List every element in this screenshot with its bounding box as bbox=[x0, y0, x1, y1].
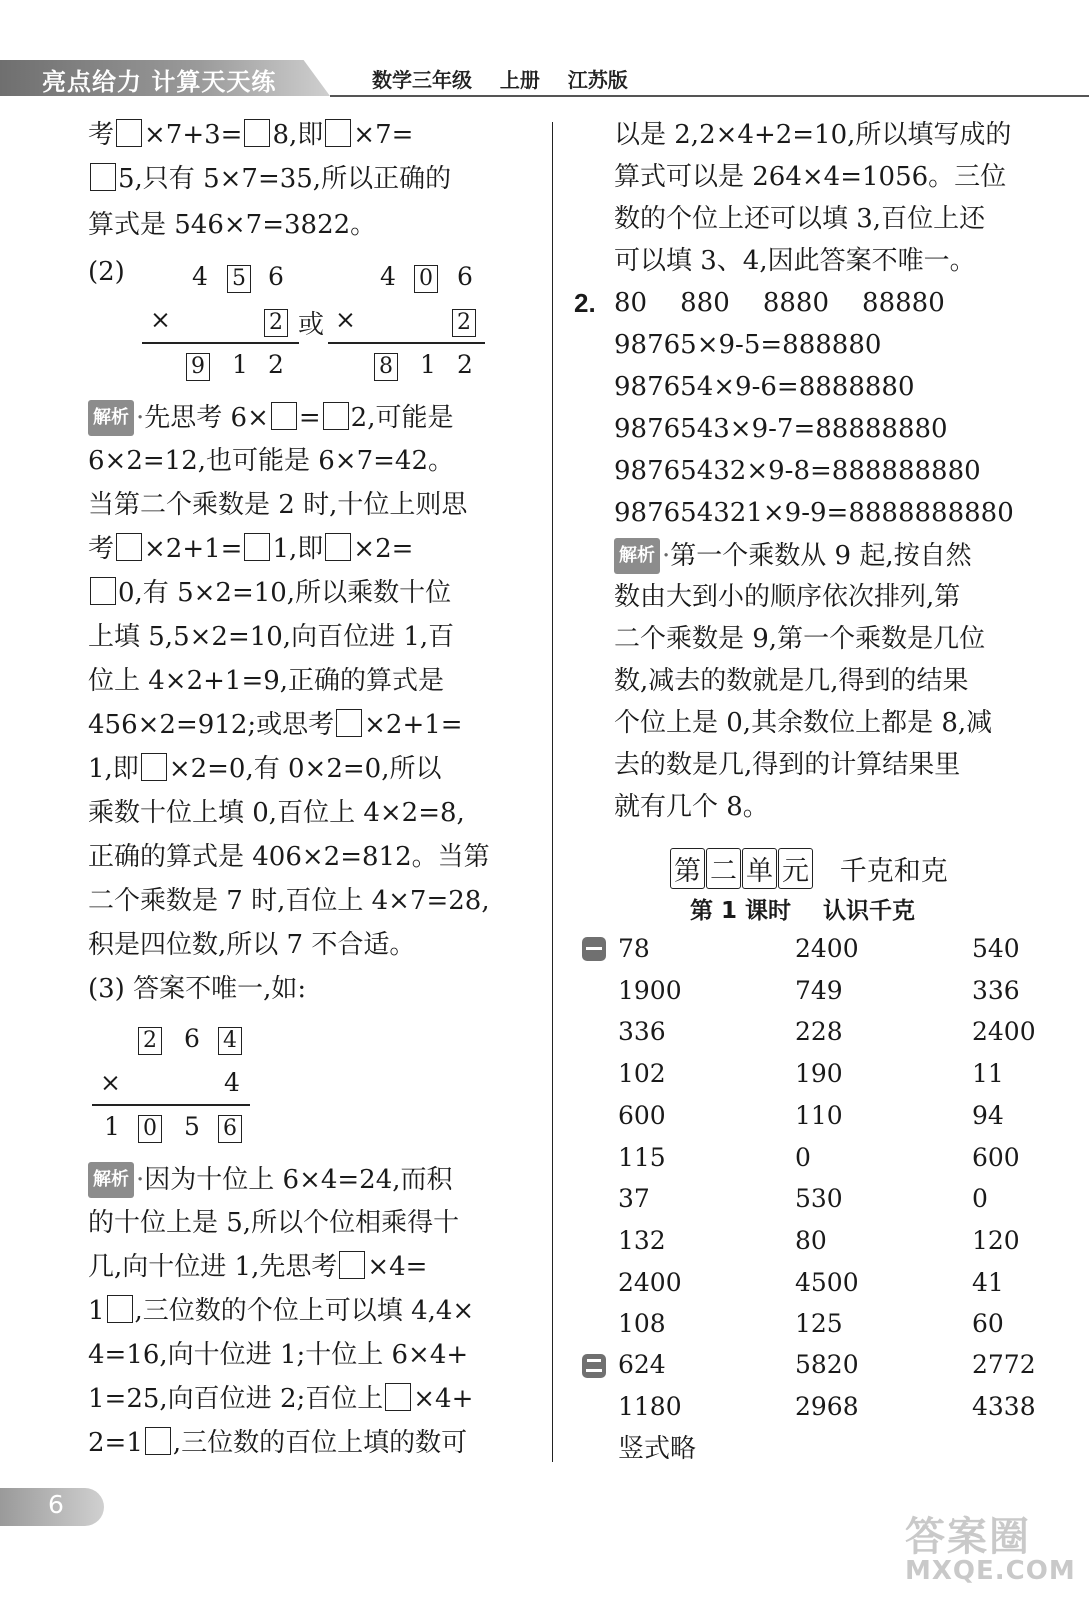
watermark-logo: 答案圈 bbox=[905, 1514, 1031, 1560]
blank-box bbox=[271, 402, 297, 430]
unit-title: 第 二 单 元 千克和克 bbox=[670, 848, 948, 889]
answer-value: 80 bbox=[795, 1225, 827, 1255]
calc-rule bbox=[142, 342, 299, 344]
text-line: 数由大到小的顺序依次排列,第 bbox=[614, 582, 961, 612]
calc-digit: 2 bbox=[268, 350, 284, 379]
answer-value: 190 bbox=[795, 1059, 843, 1089]
text-line: 以是 2,2×4+2=10,所以填写成的 bbox=[614, 120, 1012, 150]
blank-box bbox=[90, 163, 116, 191]
calc-digit: 2 bbox=[452, 306, 476, 337]
blank-box bbox=[107, 1295, 133, 1323]
text-line: 0,有 5×2=10,所以乘数十位 bbox=[88, 576, 451, 610]
blank-box bbox=[325, 533, 351, 561]
text-line: 算式可以是 264×4=1056。三位 bbox=[614, 162, 1007, 192]
answer-value: 120 bbox=[972, 1225, 1020, 1255]
answer-value: 60 bbox=[972, 1309, 1004, 1339]
answer-value: 4338 bbox=[972, 1391, 1036, 1421]
calc-digit: 4 bbox=[218, 1024, 242, 1055]
blank-box bbox=[141, 753, 167, 781]
answer-value: 37 bbox=[618, 1184, 650, 1214]
lesson-title: 第 1 课时 认识千克 bbox=[690, 898, 916, 924]
book-subject: 数学三年级 上册 江苏版 bbox=[372, 68, 628, 92]
text-line: 正确的算式是 406×2=812。当第 bbox=[88, 842, 490, 872]
answer-value: 4500 bbox=[795, 1267, 859, 1297]
answer-value: 110 bbox=[795, 1100, 843, 1130]
multiply-sign: × bbox=[100, 1068, 121, 1097]
calc-digit: 0 bbox=[414, 262, 438, 293]
text-line: 1,即 ×2=0,有 0×2=0,所以 bbox=[88, 754, 442, 784]
text-line: 上填 5,5×2=10,向百位进 1,百 bbox=[88, 622, 455, 652]
calc-digit: 2 bbox=[457, 350, 473, 379]
answer-value: 94 bbox=[972, 1100, 1004, 1130]
text-line: 算式是 546×7=3822。 bbox=[88, 210, 377, 240]
text-line: 积是四位数,所以 7 不合适。 bbox=[88, 930, 416, 960]
text-line: 二个乘数是 9,第一个乘数是几位 bbox=[614, 624, 986, 654]
answer-value: 102 bbox=[618, 1059, 666, 1089]
blank-box bbox=[339, 1251, 365, 1279]
text-line: 5,只有 5×7=35,所以正确的 bbox=[88, 162, 451, 196]
calc-digit: 0 bbox=[138, 1112, 162, 1143]
answer-value: 2968 bbox=[795, 1391, 859, 1421]
answer-value: 540 bbox=[972, 934, 1020, 963]
calc-digit: 6 bbox=[184, 1024, 200, 1053]
analysis-tag: 解析 bbox=[88, 400, 134, 436]
calc-digit: 6 bbox=[457, 262, 473, 291]
blank-box bbox=[244, 119, 270, 147]
answer-value: 2400 bbox=[618, 1267, 682, 1297]
blank-box bbox=[323, 402, 349, 430]
calc-digit: 2 bbox=[264, 306, 288, 337]
blank-box bbox=[325, 119, 351, 147]
answer-value: 1180 bbox=[618, 1391, 682, 1421]
answer-value: 600 bbox=[972, 1142, 1020, 1172]
or-text: 或 bbox=[298, 310, 325, 340]
blank-box bbox=[90, 577, 116, 605]
text-line: 考 ×7+3= 8,即 ×7= bbox=[88, 120, 414, 150]
calc-digit: 6 bbox=[218, 1112, 242, 1143]
text-line: 考 ×2+1= 1,即 ×2= bbox=[88, 534, 414, 564]
text-line: 的十位上是 5,所以个位相乘得十 bbox=[88, 1208, 460, 1238]
calc-digit: 9 bbox=[186, 350, 210, 381]
analysis-line: 解析 ·第一个乘数从 9 起,按自然 bbox=[614, 538, 972, 574]
page-number: 6 bbox=[48, 1490, 64, 1519]
text-line: 2=1 ,三位数的百位上填的数可 bbox=[88, 1428, 468, 1458]
text-line: 位上 4×2+1=9,正确的算式是 bbox=[88, 666, 445, 696]
analysis-line: 解析 ·先思考 6× = 2,可能是 bbox=[88, 400, 453, 436]
answer-line: 987654×9-6=8888880 bbox=[614, 372, 915, 402]
text-line: 1=25,向百位进 2;百位上 ×4+ bbox=[88, 1384, 474, 1414]
text-line: 数,减去的数就是几,得到的结果 bbox=[614, 666, 969, 696]
answer-value: 11 bbox=[972, 1059, 1004, 1089]
text-line: 456×2=912;或思考 ×2+1= bbox=[88, 710, 463, 740]
blank-box bbox=[385, 1383, 411, 1411]
answer-value: 0 bbox=[795, 1142, 811, 1172]
answer-value: 5820 bbox=[795, 1350, 859, 1379]
header-rule bbox=[330, 95, 1089, 97]
answer-value: 2772 bbox=[972, 1350, 1036, 1379]
text-line: 1 ,三位数的个位上可以填 4,4× bbox=[88, 1296, 475, 1326]
blank-box bbox=[116, 533, 142, 561]
answer-value: 2400 bbox=[972, 1017, 1036, 1047]
answer-value: 115 bbox=[618, 1142, 666, 1172]
answer-value: 125 bbox=[795, 1309, 843, 1339]
answer-value: 132 bbox=[618, 1225, 666, 1255]
blank-box bbox=[116, 119, 142, 147]
calc-digit: 6 bbox=[268, 262, 284, 291]
book-series-title: 亮点给力 计算天天练 bbox=[42, 68, 277, 96]
watermark-url: MXQE.COM bbox=[905, 1556, 1076, 1586]
answer-value: 336 bbox=[972, 975, 1020, 1005]
calc-digit: 1 bbox=[232, 350, 248, 379]
blank-box bbox=[336, 709, 362, 737]
calc-digit: 1 bbox=[104, 1112, 120, 1141]
calc-digit: 4 bbox=[192, 262, 208, 291]
blank-box bbox=[244, 533, 270, 561]
analysis-tag: 解析 bbox=[614, 538, 660, 574]
answer-value: 624 bbox=[618, 1350, 666, 1379]
calc-digit: 8 bbox=[374, 350, 398, 381]
answer-value: 0 bbox=[972, 1184, 988, 1214]
section-two-icon bbox=[582, 1354, 606, 1378]
problem-label: (3) 答案不唯一,如: bbox=[88, 974, 307, 1004]
question-number: 2. bbox=[574, 288, 596, 318]
answer-line: 987654321×9-9=8888888880 bbox=[614, 498, 1014, 528]
text-line: 就有几个 8。 bbox=[614, 792, 769, 822]
answer-line: 80 880 8880 88880 bbox=[614, 288, 945, 318]
answer-value: 530 bbox=[795, 1184, 843, 1214]
analysis-line: 解析 ·因为十位上 6×4=24,而积 bbox=[88, 1162, 453, 1198]
text-line: 数的个位上还可以填 3,百位上还 bbox=[614, 204, 986, 234]
calc-digit: 5 bbox=[184, 1112, 200, 1141]
text-line: 6×2=12,也可能是 6×7=42。 bbox=[88, 446, 455, 476]
answer-line: 9876543×9-7=88888880 bbox=[614, 414, 948, 444]
answer-value: 749 bbox=[795, 975, 843, 1005]
text-line: 二个乘数是 7 时,百位上 4×7=28, bbox=[88, 886, 490, 916]
answer-value: 41 bbox=[972, 1267, 1004, 1297]
section-one-icon bbox=[582, 937, 606, 961]
answer-value: 2400 bbox=[795, 934, 859, 963]
problem-label: (2) bbox=[88, 257, 125, 287]
text-line: 当第二个乘数是 2 时,十位上则思 bbox=[88, 490, 468, 520]
answer-value: 228 bbox=[795, 1017, 843, 1047]
calc-digit: 1 bbox=[420, 350, 436, 379]
answer-value: 600 bbox=[618, 1100, 666, 1130]
text-line: 可以填 3、4,因此答案不唯一。 bbox=[614, 246, 976, 276]
calc-digit: 5 bbox=[227, 262, 251, 293]
column-divider bbox=[552, 122, 553, 1462]
text-line: 去的数是几,得到的计算结果里 bbox=[614, 750, 961, 780]
note-text: 竖式略 bbox=[618, 1434, 697, 1464]
answer-value: 1900 bbox=[618, 975, 682, 1005]
answer-line: 98765432×9-8=888888880 bbox=[614, 456, 981, 486]
calc-rule bbox=[92, 1104, 250, 1106]
analysis-tag: 解析 bbox=[88, 1162, 134, 1198]
answer-value: 336 bbox=[618, 1017, 666, 1047]
calc-digit: 4 bbox=[224, 1068, 240, 1097]
text-line: 乘数十位上填 0,百位上 4×2=8, bbox=[88, 798, 465, 828]
answer-value: 78 bbox=[618, 934, 650, 963]
answer-value: 108 bbox=[618, 1309, 666, 1339]
answer-line: 98765×9-5=888880 bbox=[614, 330, 882, 360]
multiply-sign: × bbox=[335, 305, 356, 334]
multiply-sign: × bbox=[150, 305, 171, 334]
blank-box bbox=[145, 1427, 171, 1455]
text-line: 4=16,向十位进 1;十位上 6×4+ bbox=[88, 1340, 469, 1370]
text-line: 个位上是 0,其余数位上都是 8,减 bbox=[614, 708, 993, 738]
calc-digit: 4 bbox=[380, 262, 396, 291]
text-line: 几,向十位进 1,先思考 ×4= bbox=[88, 1252, 428, 1282]
calc-digit: 2 bbox=[138, 1024, 162, 1055]
calc-rule bbox=[328, 342, 485, 344]
